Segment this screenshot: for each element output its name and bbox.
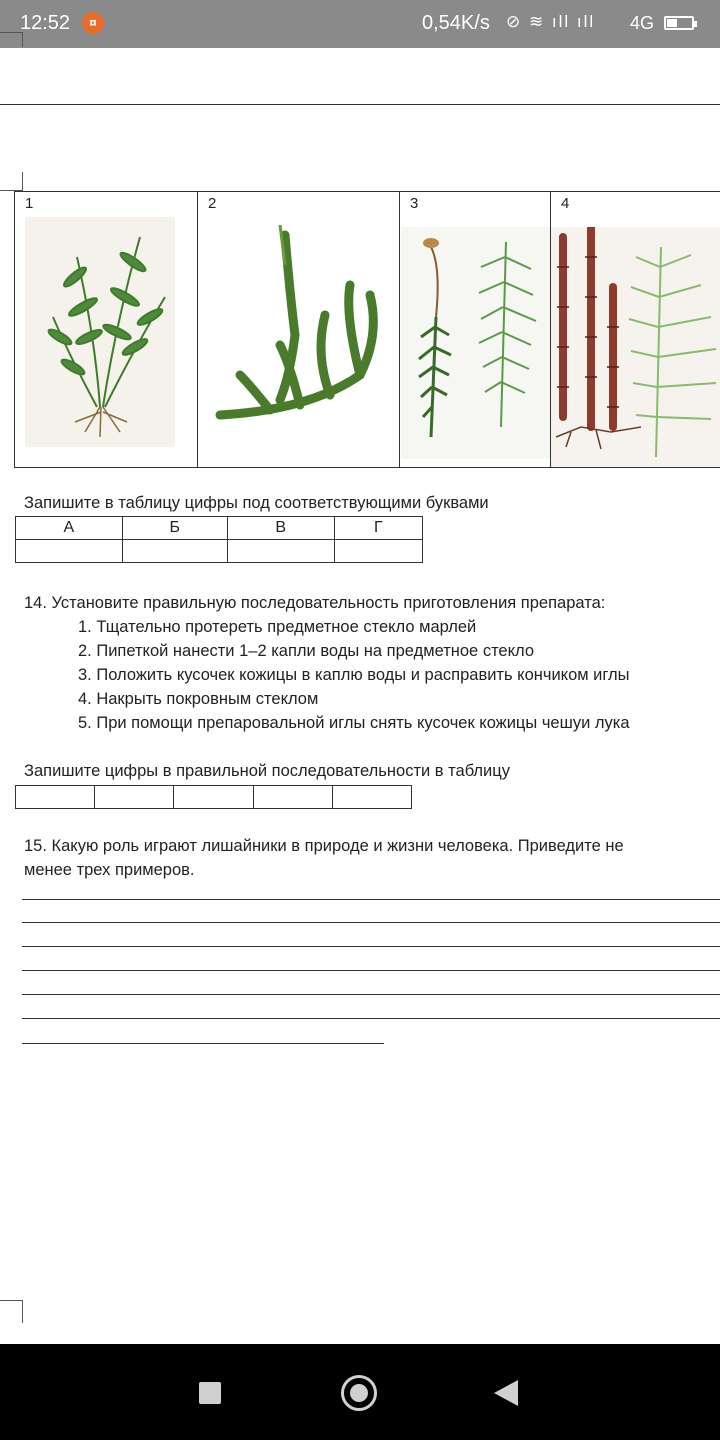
task14-step: 2. Пипеткой нанести 1–2 капли воды на предметное стекло [78,642,535,660]
answer-line[interactable] [22,1043,384,1044]
task14-step: 5. При помощи препаровальной иглы снять кусочек кожицы чешуи лука [78,714,630,732]
task13-instruction: Запишите в таблицу цифры под соответствующими буквами [24,494,489,512]
image-number: 3 [410,195,419,212]
task15-question-cont: менее трех примеров. [24,861,195,879]
task14-answer-table [15,785,412,809]
recent-apps-button[interactable] [199,1382,221,1404]
answer-cell-b[interactable] [122,540,227,563]
task14-step: 4. Накрыть покровным стеклом [78,690,319,708]
task14-step: 3. Положить кусочек кожицы в каплю воды и расправить кончиком иглы [78,666,630,684]
battery-icon [664,16,694,30]
column-header-g: Г [334,517,422,540]
answer-cell-g[interactable] [334,540,422,563]
task15-question: 15. Какую роль играют лишайники в природе и жизни человека. Приведите не [24,837,624,855]
column-header-v: В [227,517,334,540]
answer-line[interactable] [22,994,720,995]
network-speed: 0,54K/s [422,12,490,34]
answer-line[interactable] [22,899,720,900]
clock: 12:52 [20,12,71,34]
sequence-cell[interactable] [332,786,411,809]
page-corner-mark [0,1300,23,1323]
column-header-b: Б [122,517,227,540]
answer-cell-v[interactable] [227,540,334,563]
image-cell-3 [399,191,550,468]
sequence-cell[interactable] [253,786,332,809]
home-button[interactable] [341,1375,377,1411]
sequence-cell[interactable] [174,786,253,809]
horsetail-image [551,227,720,467]
image-number: 2 [208,195,217,212]
image-number: 4 [561,195,570,212]
plant-images-table [14,191,720,468]
moss-image [401,227,551,459]
answer-line[interactable] [22,970,720,971]
answer-line[interactable] [22,922,720,923]
task14-title: 14. Установите правильную последовательность приготовления препарата: [24,594,606,612]
back-button[interactable] [494,1380,518,1406]
status-bar [0,0,720,48]
page-corner-mark [0,32,23,47]
network-type: 4G [630,13,655,33]
column-header-a: А [16,517,123,540]
club-moss-image [210,215,390,435]
image-cell-1 [14,191,197,468]
notification-icon: ¤ [82,12,104,34]
task13-answer-table [15,516,423,563]
answer-line[interactable] [22,946,720,947]
image-cell-2 [197,191,399,468]
page-corner-mark [0,172,23,191]
navigation-bar [0,1344,720,1440]
sequence-cell[interactable] [16,786,95,809]
signal-icons: ⊘ ≋ ıll ıll [506,12,596,31]
answer-cell-a[interactable] [16,540,123,563]
fern-image [25,217,175,447]
sequence-cell[interactable] [95,786,174,809]
image-number: 1 [25,195,34,212]
task14-instruction: Запишите цифры в правильной последовательности в таблицу [24,762,510,780]
answer-line[interactable] [22,1018,720,1019]
page-top-rule [0,104,720,105]
task14-step: 1. Тщательно протереть предметное стекло марлей [78,618,477,636]
image-cell-4 [550,191,720,468]
